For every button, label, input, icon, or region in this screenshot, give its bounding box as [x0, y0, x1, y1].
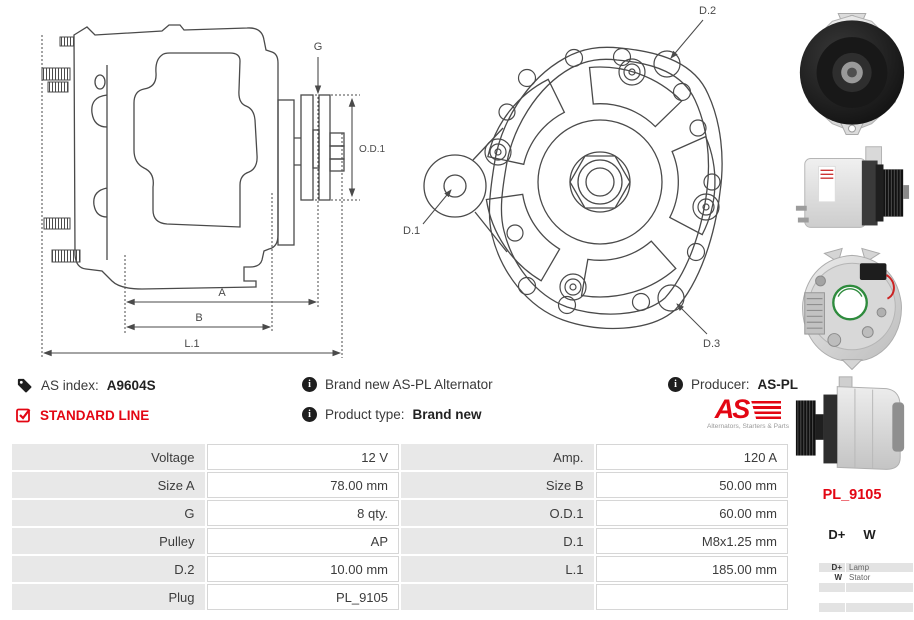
spec-value [596, 584, 789, 610]
brand-new-row [302, 377, 493, 392]
spec-label: D.2 [12, 556, 205, 582]
info-icon: i [302, 407, 317, 422]
pin-name: D+ [819, 563, 845, 572]
dim-label-l1: L.1 [184, 338, 200, 350]
product-photo-front[interactable] [791, 4, 913, 140]
spec-table [10, 442, 790, 612]
pin-name [819, 593, 845, 602]
spec-label: Size B [401, 472, 594, 498]
spec-value: AP [207, 528, 400, 554]
as-index-row [16, 377, 156, 394]
table-row [12, 444, 788, 470]
dim-label-b: B [195, 312, 203, 324]
as-index-label: AS index: [41, 378, 99, 393]
producer-value: AS-PL [757, 377, 799, 392]
terminal-w: W [863, 527, 876, 542]
spec-label: Amp. [401, 444, 594, 470]
as-pl-logo [702, 394, 794, 430]
spec-label: Size A [12, 472, 205, 498]
pin-row [819, 563, 913, 572]
extension-lines [42, 35, 360, 358]
pin-row [819, 593, 913, 602]
dimension-lines [44, 57, 352, 353]
spec-label: Voltage [12, 444, 205, 470]
spec-value: 78.00 mm [207, 472, 400, 498]
spec-value: M8x1.25 mm [596, 528, 789, 554]
spec-value: 10.00 mm [207, 556, 400, 582]
spec-value: 12 V [207, 444, 400, 470]
pin-desc: Stator [846, 573, 913, 582]
pin-row [819, 603, 913, 612]
spec-label [401, 584, 594, 610]
producer-label: Producer: [691, 377, 750, 392]
pin-desc: Lamp [846, 563, 913, 572]
product-photo-rear[interactable] [791, 244, 913, 370]
standard-line-label: STANDARD LINE [40, 407, 150, 423]
dim-label-od1: O.D.1 [358, 144, 386, 155]
terminal-labels [790, 527, 914, 542]
table-row [12, 500, 788, 526]
product-type-row [302, 407, 482, 422]
pin-name [819, 583, 845, 592]
spec-value: 185.00 mm [596, 556, 789, 582]
pin-desc [846, 603, 913, 612]
as-logo-stripes-icon [751, 401, 781, 421]
dim-label-a: A [218, 287, 226, 299]
table-row [12, 472, 788, 498]
spec-value: 60.00 mm [596, 500, 789, 526]
standard-line-row [16, 407, 149, 423]
product-type-value: Brand new [412, 407, 482, 422]
spec-label: L.1 [401, 556, 594, 582]
pin-row [819, 573, 913, 582]
spec-label: D.1 [401, 528, 594, 554]
alternator-side-outline [74, 25, 344, 289]
plug-code-label: PL_9105 [822, 487, 882, 503]
tag-icon [16, 377, 33, 394]
as-logo-text: AS [714, 394, 749, 424]
table-row [12, 556, 788, 582]
spec-label: Pulley [12, 528, 205, 554]
product-photo-side-right[interactable] [791, 142, 913, 242]
side-view-diagram [12, 5, 387, 367]
as-logo-caption: Alternators, Starters & Parts [706, 422, 790, 430]
dim-label-d3: D.3 [703, 338, 721, 350]
pin-name [819, 603, 845, 612]
spec-value: 50.00 mm [596, 472, 789, 498]
pin-name: W [819, 573, 845, 582]
table-row [12, 528, 788, 554]
producer-row [668, 377, 798, 392]
front-view-diagram [395, 0, 785, 370]
checkbox-checked-icon [16, 407, 32, 423]
spec-value: PL_9105 [207, 584, 400, 610]
info-icon: i [302, 377, 317, 392]
product-photo-side-left[interactable] [790, 372, 912, 484]
info-icon: i [668, 377, 683, 392]
spec-label: O.D.1 [401, 500, 594, 526]
pin-desc [846, 583, 913, 592]
spec-value: 8 qty. [207, 500, 400, 526]
pin-function-table [818, 562, 914, 613]
spec-label: G [12, 500, 205, 526]
terminal-dplus: D+ [828, 527, 846, 542]
pin-row [819, 583, 913, 592]
brand-new-text: Brand new AS-PL Alternator [325, 377, 493, 392]
as-index-value: A9604S [106, 378, 156, 393]
spec-label: Plug [12, 584, 205, 610]
spec-value: 120 A [596, 444, 789, 470]
table-row [12, 584, 788, 610]
dim-label-d1: D.1 [403, 225, 421, 237]
dim-label-d2: D.2 [699, 5, 717, 17]
dim-label-g: G [313, 41, 323, 53]
pin-desc [846, 593, 913, 602]
product-type-label: Product type: [325, 407, 405, 422]
